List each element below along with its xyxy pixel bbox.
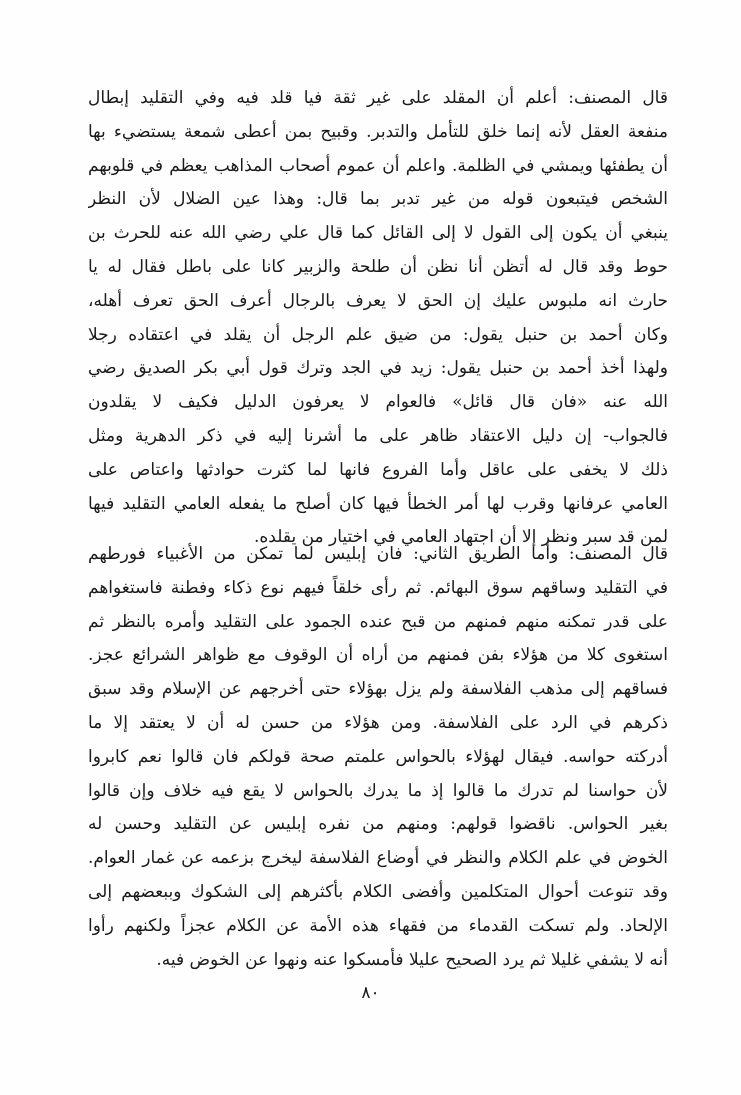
text-line: فساقهم إلى مذهب الفلاسفة ولم يزل بهؤلاء حتى أخرجهم عن الإسلام وقد سبق xyxy=(88,679,668,700)
text-line: لأن حواسنا لم تدرك ما قالوا إذ ما يدرك بالحواس لا يقع فيه خلاف وإن قالوا xyxy=(88,780,668,801)
text-line: ذكرهم في الرد على الفلاسفة. ومن هؤلاء من حسن له أن لا يعتقد إلا ما xyxy=(88,712,668,733)
paragraph-1 xyxy=(88,82,668,555)
text-line: الخوض في علم الكلام والنظر في أوضاع الفلاسفة ليخرج بزعمه عن غمار العوام. xyxy=(88,848,668,869)
text-line: قال المصنف: وأما الطريق الثاني: فان إبليس لما تمكن من الأغبياء فورطهم xyxy=(88,544,668,564)
text-line: العامي عرفانها وقرب لها أمر الخطأ فيها كان أصلح ما يفعله العامي التقليد فيها xyxy=(88,493,668,514)
text-line: أن يطفئها ويمشي في الظلمة. واعلم أن عموم أصحاب المذاهب يعظم في قلوبهم xyxy=(88,155,668,176)
text-line: أنه لا يشفي غليلا ثم يرد الصحيح عليلا فأمسكوا عنه ونهوا عن الخوض فيه. xyxy=(156,949,668,970)
text-line: بغير الحواس. ناقضوا قولهم: ومنهم من نفره إبليس عن التقليد وحسن له xyxy=(88,814,668,835)
text-line: حوط وقد قال له أتظن أنا نظن أن طلحة والزبير كانا على باطل فقال له يا xyxy=(88,256,668,277)
text-line: استغوى كلا من هؤلاء بفن فمنهم من أراه أن الوقوف مع ظواهر الشرائع عجز. xyxy=(88,645,668,666)
text-line: ينبغي أن يكون إلى القول لا إلى القائل كما قال علي رضي الله عنه للحرث بن xyxy=(88,223,668,244)
text-line: وقد تنوعت أحوال المتكلمين وأفضى الكلام بأكثرهم إلى الشكوك وببعضهم إلى xyxy=(88,881,668,902)
text-line: قال المصنف: أعلم أن المقلد على غير ثقة فيا قلد فيه وفي التقليد إبطال xyxy=(88,88,668,108)
text-line: فالجواب- إن دليل الاعتقاد ظاهر على ما أشرنا إليه في ذكر الدهرية ومثل xyxy=(88,425,668,446)
text-line: حارث انه ملبوس عليك إن الحق لا يعرف بالرجال أعرف الحق تعرف أهله، xyxy=(88,290,668,311)
text-line: الشخص فيتبعون قوله من غير تدبر بما قال: وهذا عين الضلال لأن النظر xyxy=(88,189,668,210)
text-line: ولهذا أخذ أحمد بن حنبل يقول: زيد في الجد وترك قول أبي بكر الصديق رضي xyxy=(88,358,668,379)
text-line: أدركته حواسه. فيقال لهؤلاء بالحواس علمتم صحة قولكم فان قالوا نعم كابروا xyxy=(88,746,668,767)
text-line: وكان أحمد بن حنبل يقول: من ضيق علم الرجل أن يقلد في اعتقاده رجلا xyxy=(88,324,668,345)
paragraph-2 xyxy=(88,538,668,977)
text-line: ذلك لا يخفى على عاقل وأما الفروع فانها لما كثرت حوادثها واعتاص على xyxy=(88,459,668,480)
text-line: الله عنه «فان قال قائل» فالعوام لا يعرفون الدليل فكيف لا يقلدون xyxy=(88,392,668,413)
text-line: لمن قد سبر ونظر إلا أن اجتهاد العامي في اختيار من يقلده. xyxy=(253,527,668,548)
text-line: على قدر تمكنه منهم فمنهم من قبح عنده الجمود على التقليد وأمره بالنظر ثم xyxy=(88,611,668,632)
page-number: ٨٠ xyxy=(361,983,380,1003)
text-line: الإلحاد. ولم تسكت القدماء من فقهاء هذه الأمة عن الكلام عجزاً ولكنهم رأوا xyxy=(88,915,668,936)
text-line: منفعة العقل لأنه إنما خلق للتأمل والتدبر. وقبيح بمن أعطى شمعة يستضيء بها xyxy=(88,121,668,142)
text-line: في التقليد وساقهم سوق البهائم. ثم رأى خلقاً فيهم نوع ذكاء وفطنة فاستغواهم xyxy=(88,577,668,598)
